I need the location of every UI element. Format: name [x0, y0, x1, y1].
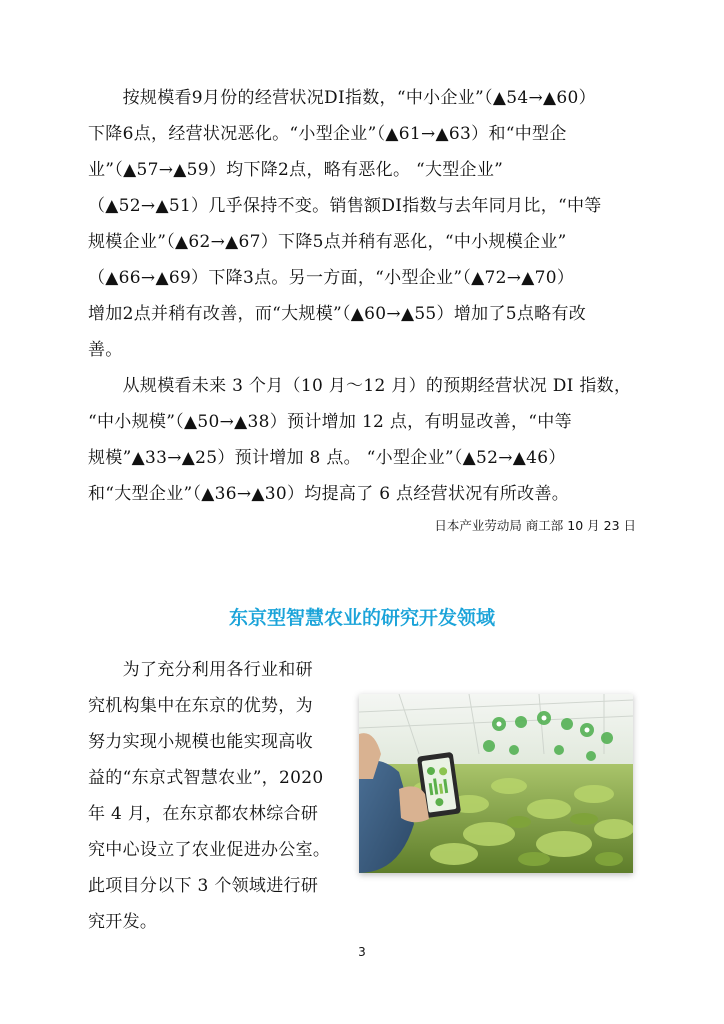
page-number: 3: [358, 945, 366, 959]
text-line: 规模”▲33→▲25）预计增加 8 点。 “小型企业”（▲52→▲46）: [88, 448, 566, 468]
source-attribution: 日本产业劳动局 商工部 10 月 23 日: [434, 518, 636, 533]
text-line: 益的“东京式智慧农业”，2020: [88, 768, 324, 788]
text-line: 按规模看9月份的经营状况DI指数，“中小企业”（▲54→▲60）: [88, 88, 596, 108]
smart-farming-photo: [359, 694, 633, 873]
text-line: 业”（▲57→▲59）均下降2点，略有恶化。 “大型企业”: [88, 160, 504, 180]
text-line: 为了充分利用各行业和研: [88, 660, 313, 680]
text-line: “中小规模”（▲50→▲38）预计增加 12 点，有明显改善，“中等: [88, 412, 572, 432]
text-line: 从规模看未来 3 个月（10 月～12 月）的预期经营状况 DI 指数，: [88, 376, 632, 396]
text-line: 究开发。: [88, 912, 158, 932]
text-line: 下降6点，经营状况恶化。“小型企业”（▲61→▲63）和“中型企: [88, 124, 567, 144]
text-line: 年 4 月，在东京都农林综合研: [88, 804, 319, 824]
text-line: 和“大型企业”（▲36→▲30）均提高了 6 点经营状况有所改善。: [88, 484, 570, 504]
section-title: 东京型智慧农业的研究开发领域: [228, 607, 495, 629]
paragraph-business-di-index: [88, 80, 640, 368]
text-line: 究中心设立了农业促进办公室。: [88, 840, 331, 860]
text-line: 究机构集中在东京的优势，为: [88, 696, 313, 716]
paragraph-forecast-di-index: [88, 368, 640, 512]
text-line: 规模企业”（▲62→▲67）下降5点并稍有恶化，“中小规模企业”: [88, 232, 567, 252]
paragraph-smart-agriculture: [88, 652, 346, 940]
text-line: 增加2点并稍有改善，而“大规模”（▲60→▲55）增加了5点略有改: [88, 304, 587, 324]
text-line: 努力实现小规模也能实现高收: [88, 732, 313, 752]
text-line: （▲66→▲69）下降3点。另一方面，“小型企业”（▲72→▲70）: [88, 268, 575, 288]
text-line: （▲52→▲51）几乎保持不变。销售额DI指数与去年同月比，“中等: [88, 196, 602, 216]
text-line: 此项目分以下 3 个领域进行研: [88, 876, 319, 896]
text-line: 善。: [88, 340, 123, 360]
